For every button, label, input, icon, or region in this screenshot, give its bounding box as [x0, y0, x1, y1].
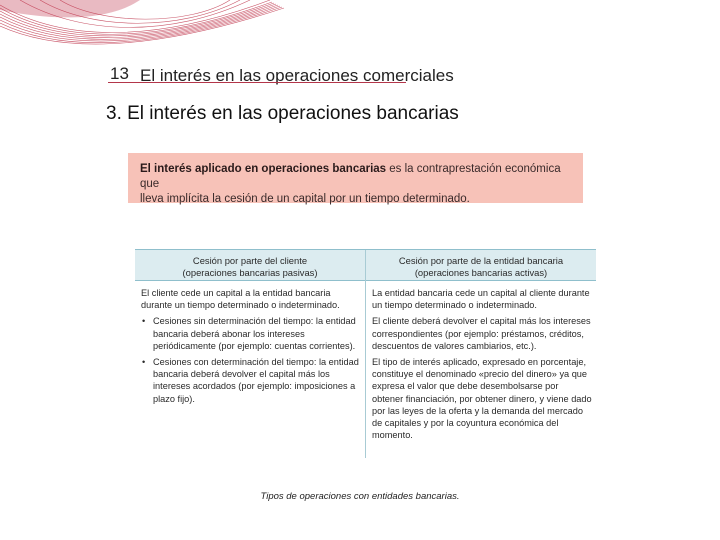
- bullet-icon: •: [142, 357, 146, 368]
- header-passive-title: Cesión por parte del cliente: [192, 255, 308, 266]
- passive-bullet-list: [141, 315, 361, 404]
- active-paragraph: La entidad bancaria cede un capital al cliente durante un tiempo determinado o indeterminado.: [372, 288, 590, 311]
- header-passive-subtitle: (operaciones bancarias pasivas): [182, 266, 318, 278]
- section-title: 3. El interés en las operaciones bancarias: [106, 103, 459, 124]
- active-paragraph: El cliente deberá devolver el capital más los intereses correspondientes (por ejemplo: préstamos, créditos, descuentos de valores cambiarios, etc.).: [372, 316, 591, 351]
- table-column-passive: [135, 250, 366, 458]
- bullet-icon: •: [142, 316, 146, 327]
- active-paragraph: El tipo de interés aplicado, expresado en porcentaje, constituye el denominado «precio del dinero» ya que expresa el valor que debe desembolsarse por obtener financiación, por obtener dinero, y viene dado por las leyes de la oferta y la demanda del mercado de capitales y por la coyuntura económica del momento.: [372, 357, 592, 441]
- definition-bold: El interés aplicado en operaciones bancarias: [140, 163, 387, 175]
- list-item: [141, 315, 361, 352]
- table-column-active: [366, 250, 596, 458]
- chapter-title: El interés en las operaciones comerciales: [140, 66, 454, 85]
- list-item: [141, 356, 361, 405]
- decorative-swirl-graphic: [0, 0, 290, 60]
- passive-intro: El cliente cede un capital a la entidad bancaria durante un tiempo determinado o indeterminado.: [141, 288, 340, 311]
- table-body-active: [366, 281, 596, 441]
- definition-box: [128, 153, 583, 203]
- chapter-underline: [108, 82, 406, 83]
- definition-line-1: [140, 162, 571, 192]
- table-body-passive: [135, 281, 365, 405]
- table-header-active: [366, 250, 596, 281]
- header-active-subtitle: (operaciones bancarias activas): [414, 266, 548, 278]
- list-item-text: Cesiones sin determinación del tiempo: la entidad bancaria deberá abonar los intereses periódicamente (por ejemplo: cuentas corrientes).: [153, 316, 356, 351]
- chapter-header: [108, 58, 508, 94]
- operations-table: [135, 249, 596, 458]
- figure-caption: Tipos de operaciones con entidades bancarias.: [260, 491, 460, 502]
- table-header-passive: [135, 250, 365, 281]
- chapter-number: 13: [110, 64, 129, 83]
- list-item-text: Cesiones con determinación del tiempo: la entidad bancaria deberá devolver el capital más los intereses acordados (por ejemplo: imposiciones a plazo fijo).: [153, 357, 359, 404]
- header-active-title: Cesión por parte de la entidad bancaria: [398, 255, 564, 266]
- definition-line-2: lleva implícita la cesión de un capital por un tiempo determinado.: [140, 193, 470, 205]
- definition-text: es la contraprestación económica que: [140, 163, 561, 190]
